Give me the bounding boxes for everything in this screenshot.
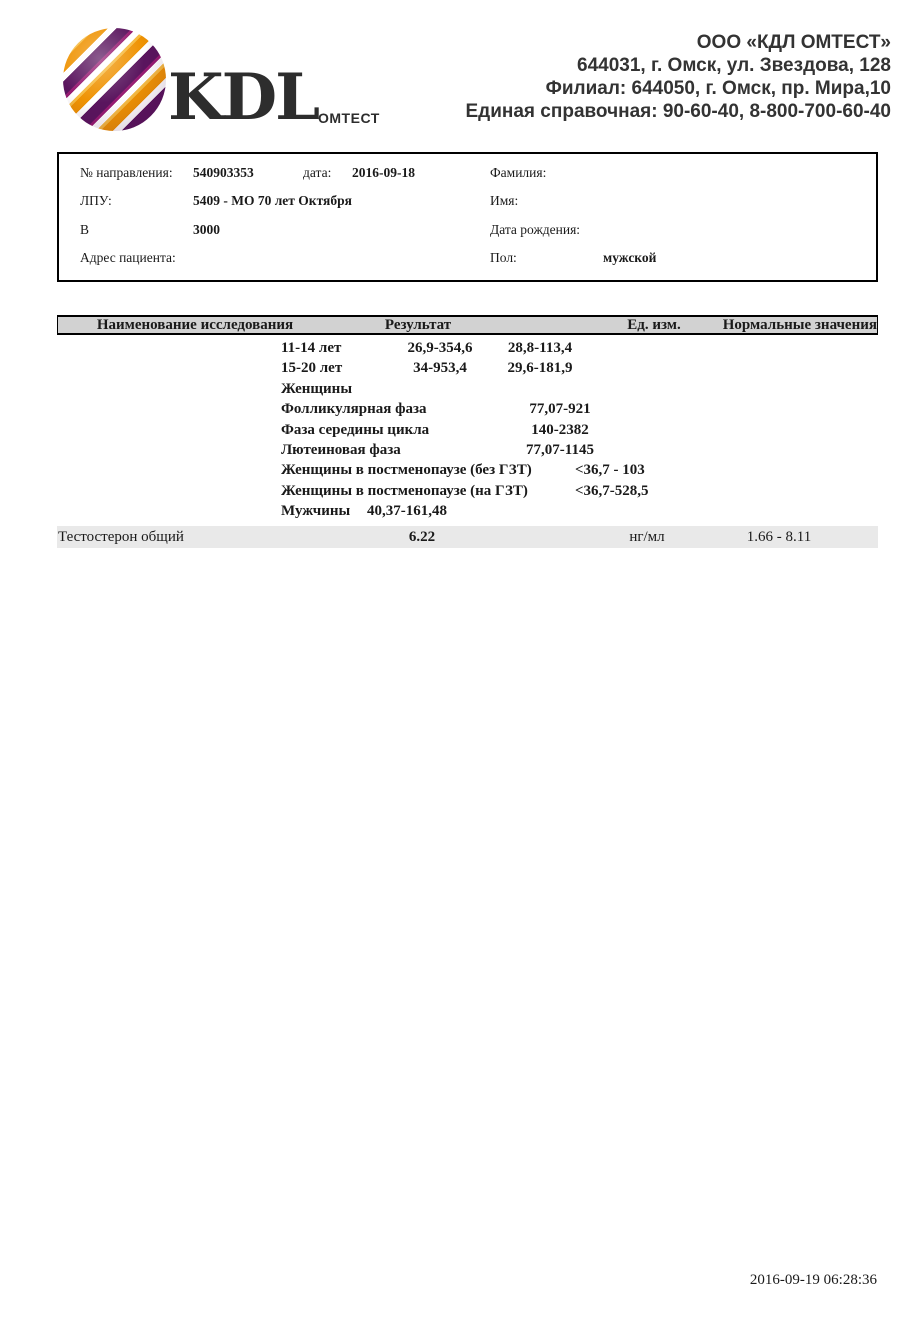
header-test-name: Наименование исследования xyxy=(96,317,294,333)
ref-label: Мужчины xyxy=(281,503,351,520)
results-table xyxy=(57,315,878,548)
result-row-testosterone xyxy=(57,526,878,548)
ref-label: Женщины в постменопаузе (без ГЗТ) xyxy=(281,462,532,479)
results-table-header xyxy=(57,315,878,335)
kdl-logo-sphere-icon xyxy=(63,28,166,131)
ref-value-1: 140-2382 xyxy=(531,421,589,438)
ref-label: Женщины в постменопаузе (на ГЗТ) xyxy=(281,482,528,499)
company-branch: Филиал: 644050, г. Омск, пр. Мира,10 xyxy=(545,78,891,99)
ref-value-1: <36,7 - 103 xyxy=(575,462,645,479)
ref-value-1: 34-953,4 xyxy=(413,360,467,377)
ref-label: Лютеиновая фаза xyxy=(281,441,401,458)
test-normal-range: 1.66 - 8.11 xyxy=(746,528,812,545)
company-address: 644031, г. Омск, ул. Звездова, 128 xyxy=(577,55,891,76)
ref-label: Фолликулярная фаза xyxy=(281,401,427,418)
test-result-value: 6.22 xyxy=(408,528,436,545)
company-phone: Единая справочная: 90-60-40, 8-800-700-60-40 xyxy=(465,101,891,122)
test-unit: нг/мл xyxy=(629,528,665,545)
test-name: Тестостерон общий xyxy=(58,528,184,545)
sex-label: Пол: xyxy=(490,250,517,265)
reference-ranges xyxy=(57,338,878,522)
kdl-logo-text: KDL xyxy=(168,60,319,135)
header-unit: Ед. изм. xyxy=(627,317,681,333)
reference-row xyxy=(57,440,878,460)
ref-value-1: 40,37-161,48 xyxy=(367,503,447,520)
reference-row xyxy=(57,399,878,419)
referral-number-label: № направления: xyxy=(80,165,173,180)
v-value: 3000 xyxy=(193,222,220,237)
lpu-label: ЛПУ: xyxy=(80,193,112,208)
reference-row xyxy=(57,358,878,378)
company-info xyxy=(465,31,891,123)
header-normal-values: Нормальные значения xyxy=(722,317,877,333)
ref-label: Фаза середины цикла xyxy=(281,421,430,438)
reference-row xyxy=(57,338,878,358)
surname-label: Фамилия: xyxy=(490,165,547,180)
print-timestamp: 2016-09-19 06:28:36 xyxy=(749,1272,877,1288)
company-name: ООО «КДЛ ОМТЕСТ» xyxy=(696,32,891,53)
reference-row xyxy=(57,481,878,501)
ref-label: 15-20 лет xyxy=(281,360,343,377)
referral-date-value: 2016-09-18 xyxy=(352,165,415,180)
reference-row xyxy=(57,501,878,521)
reference-row xyxy=(57,460,878,480)
firstname-label: Имя: xyxy=(490,193,519,208)
reference-row xyxy=(57,420,878,440)
ref-value-2: 28,8-113,4 xyxy=(507,340,573,356)
lpu-value: 5409 - МО 70 лет Октября xyxy=(193,193,352,208)
ref-value-1: 26,9-354,6 xyxy=(407,340,473,356)
birthdate-label: Дата рождения: xyxy=(490,222,581,237)
header-result: Результат xyxy=(384,317,452,333)
ref-value-1: <36,7-528,5 xyxy=(575,482,649,499)
referral-info-box xyxy=(57,152,878,282)
sex-value: мужской xyxy=(603,250,657,265)
ref-label: Женщины xyxy=(281,380,353,397)
ref-value-1: 77,07-921 xyxy=(529,401,591,418)
ref-value-1: 77,07-1145 xyxy=(526,441,594,458)
patient-address-label: Адрес пациента: xyxy=(80,250,176,265)
kdl-logo-subtitle: ОМТЕСТ xyxy=(318,110,380,126)
ref-label: 11-14 лет xyxy=(281,340,342,356)
v-label: В xyxy=(80,222,90,237)
referral-date-label: дата: xyxy=(303,165,332,180)
reference-row xyxy=(57,379,878,399)
ref-value-2: 29,6-181,9 xyxy=(507,360,573,377)
referral-number-value: 540903353 xyxy=(193,165,254,180)
